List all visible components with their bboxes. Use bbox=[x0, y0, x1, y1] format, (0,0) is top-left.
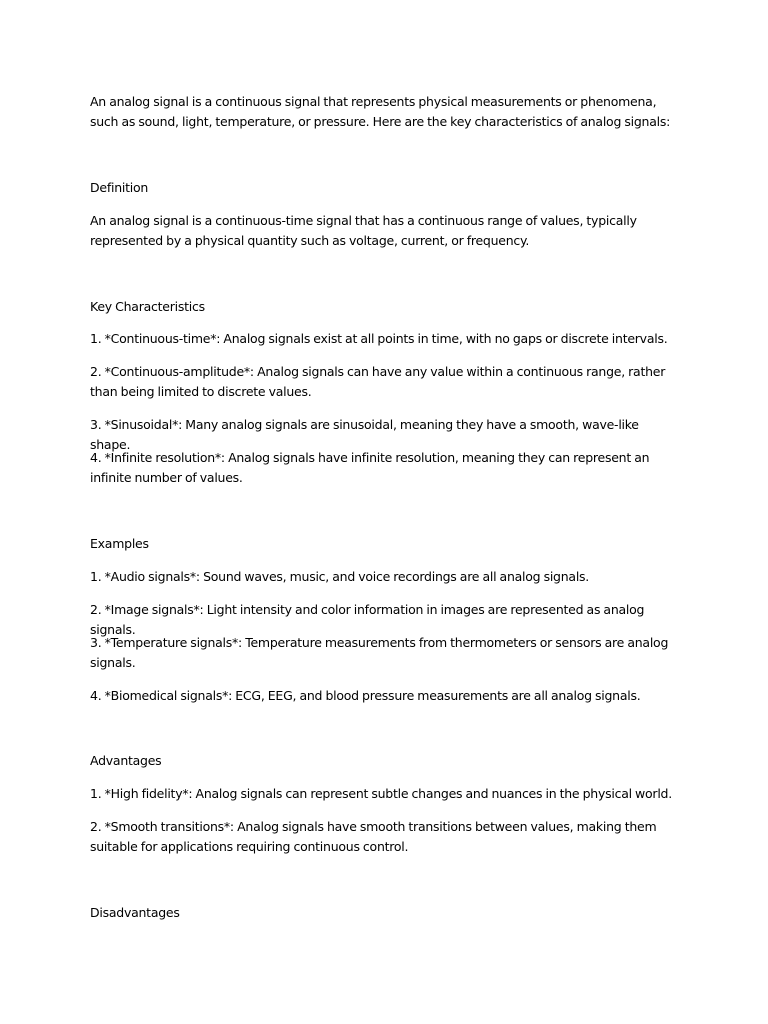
intro-paragraph: An analog signal is a continuous signal that represents physical measurements or phenomena, such as sound, light, temperature, or pressure. Here are the key characteristics of analog signals: bbox=[90, 94, 671, 129]
list-item: 2. *Image signals*: Light intensity and color information in images are represented as analog signals. bbox=[90, 602, 645, 637]
list-item: 3. *Sinusoidal*: Many analog signals are sinusoidal, meaning they have a smooth, wave-like shape. bbox=[90, 417, 639, 452]
definition-paragraph: An analog signal is a continuous-time signal that has a continuous range of values, typically represented by a physical quantity such as voltage, current, or frequency. bbox=[90, 213, 637, 248]
list-item: 2. *Smooth transitions*: Analog signals have smooth transitions between values, making them suitable for applications requiring continuous control. bbox=[90, 819, 657, 854]
list-item: 4. *Biomedical signals*: ECG, EEG, and blood pressure measurements are all analog signals. bbox=[90, 688, 641, 703]
list-item: 2. *Continuous-amplitude*: Analog signals can have any value within a continuous range, rather than being limited to discrete values. bbox=[90, 364, 666, 399]
list-item: 4. *Infinite resolution*: Analog signals have infinite resolution, meaning they can represent an infinite number of values. bbox=[90, 450, 650, 485]
section-heading-definition: Definition bbox=[90, 180, 149, 195]
section-heading-key-characteristics: Key Characteristics bbox=[90, 299, 205, 314]
section-heading-disadvantages: Disadvantages bbox=[90, 905, 180, 920]
list-item: 1. *Audio signals*: Sound waves, music, and voice recordings are all analog signals. bbox=[90, 569, 590, 584]
section-heading-examples: Examples bbox=[90, 536, 149, 551]
section-heading-advantages: Advantages bbox=[90, 753, 162, 768]
list-item: 1. *High fidelity*: Analog signals can represent subtle changes and nuances in the physical world. bbox=[90, 786, 672, 801]
list-item: 1. *Continuous-time*: Analog signals exist at all points in time, with no gaps or discrete intervals. bbox=[90, 331, 668, 346]
list-item: 3. *Temperature signals*: Temperature measurements from thermometers or sensors are analog signals. bbox=[90, 635, 669, 670]
